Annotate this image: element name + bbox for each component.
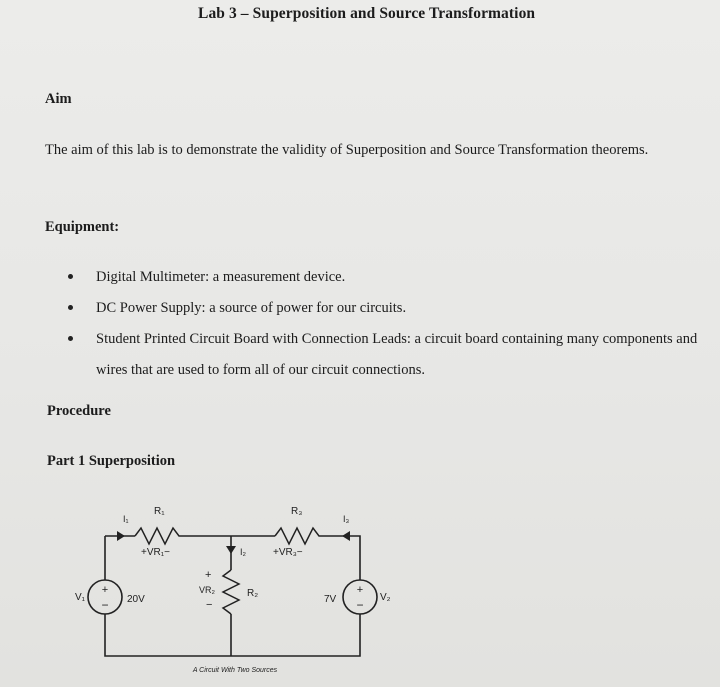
v1-minus-sign: − — [101, 598, 109, 612]
v2-value-label: 7V — [324, 594, 337, 605]
bullet-icon — [68, 305, 73, 310]
equipment-list — [60, 262, 700, 386]
vr2-minus-label: − — [206, 599, 213, 611]
r2-label: R₂ — [247, 588, 259, 599]
v1-value-label: 20V — [127, 594, 145, 605]
bullet-icon — [68, 336, 73, 341]
i2-arrow-icon — [226, 546, 236, 554]
v1-plus-sign: + — [101, 584, 109, 596]
list-item-text: DC Power Supply: a source of power for our circuits. — [96, 300, 407, 316]
vr2-plus-label: + — [205, 569, 212, 581]
bullet-icon — [68, 274, 73, 279]
circuit-caption: A Circuit With Two Sources — [192, 667, 278, 674]
list-item — [60, 293, 700, 324]
list-item — [60, 324, 700, 386]
v2-label: V₂ — [380, 592, 391, 603]
aim-paragraph: The aim of this lab is to demonstrate the validity of Superposition and Source Transformation theorems. — [45, 142, 649, 158]
vr3-label: +VR₃− — [273, 547, 303, 558]
v2-minus-sign: − — [356, 598, 364, 612]
list-item-text: Student Printed Circuit Board with Connection Leads: a circuit board containing many components and wires that are used to form all of our circuit connections. — [96, 331, 698, 378]
v1-label: V₁ — [75, 592, 86, 603]
v2-plus-sign: + — [356, 584, 364, 596]
r3-label: R₃ — [291, 506, 303, 517]
list-item — [60, 262, 700, 293]
procedure-heading: Procedure — [47, 403, 111, 419]
i3-arrow-icon — [342, 531, 350, 541]
circuit-diagram — [75, 492, 395, 682]
i2-label: I₂ — [240, 547, 246, 557]
r1-resistor-icon — [135, 528, 183, 544]
vr2-label: VR₂ — [199, 585, 215, 595]
i1-arrow-icon — [117, 531, 125, 541]
equipment-heading: Equipment: — [45, 219, 120, 235]
vr1-label: +VR₁− — [141, 547, 170, 558]
i1-label: I₁ — [123, 514, 129, 524]
part1-heading: Part 1 Superposition — [47, 453, 176, 469]
r3-resistor-icon — [275, 528, 337, 544]
r1-label: R₁ — [154, 506, 165, 517]
aim-heading: Aim — [45, 91, 72, 107]
i3-label: I₃ — [343, 514, 350, 524]
list-item-text: Digital Multimeter: a measurement device. — [96, 269, 346, 285]
r2-resistor-icon — [223, 570, 239, 614]
document-title: Lab 3 – Superposition and Source Transformation — [198, 5, 536, 22]
